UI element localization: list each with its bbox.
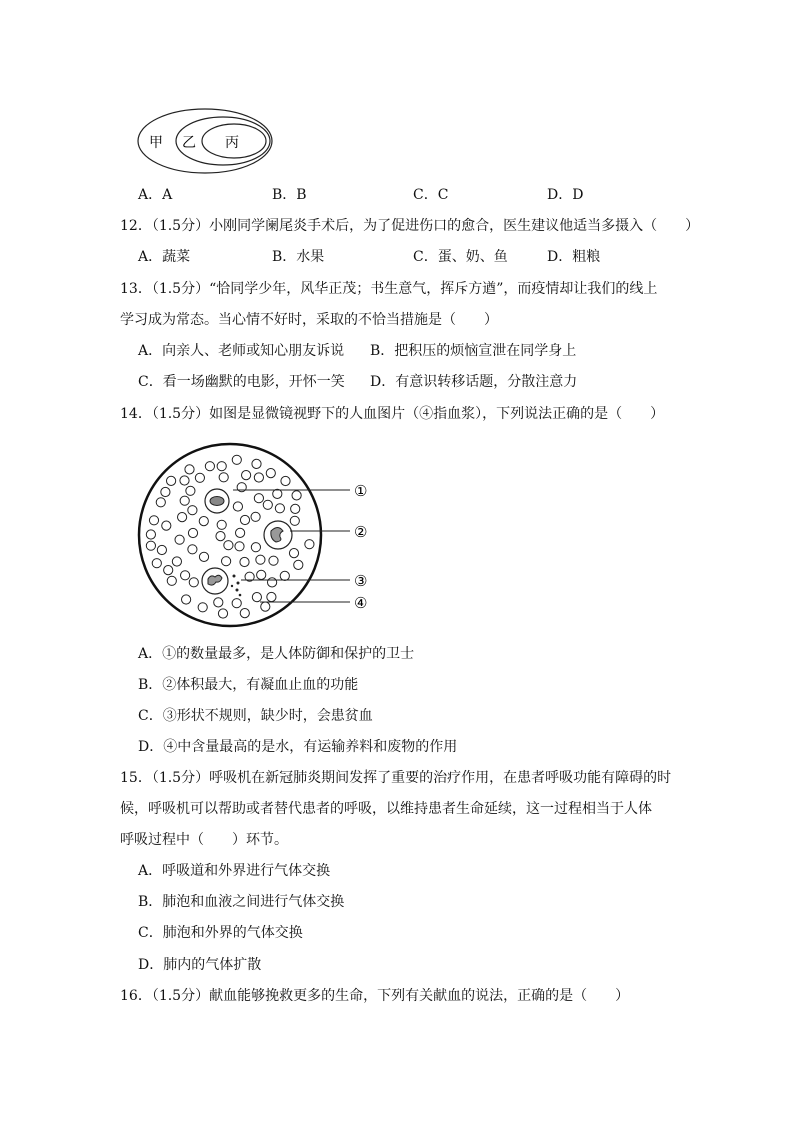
red-blood-cell: [188, 506, 197, 515]
red-blood-cell: [214, 598, 223, 607]
q13-stem-line2: 学习成为常态。当心情不好时，采取的不恰当措施是（ ）: [120, 312, 498, 328]
red-blood-cell: [252, 593, 261, 602]
red-blood-cell: [305, 540, 314, 549]
white-blood-cell-3: [202, 568, 228, 594]
red-blood-cell: [199, 517, 208, 526]
white-blood-cell-2: [264, 521, 292, 549]
red-blood-cell: [266, 469, 275, 478]
red-blood-cell: [257, 570, 266, 579]
label-3: ③: [354, 572, 368, 590]
red-blood-cell: [198, 603, 207, 612]
q15-stem-line1: 15．（1.5分）呼吸机在新冠肺炎期间发挥了重要的治疗作用，在患者呼吸功能有障碍的时: [120, 770, 672, 786]
red-blood-cell: [269, 556, 278, 565]
red-blood-cell: [232, 599, 241, 608]
label-1: ①: [354, 482, 368, 500]
red-blood-cell: [275, 504, 284, 513]
venn-label-outer: 甲: [149, 135, 163, 151]
red-blood-cell: [236, 528, 245, 537]
red-blood-cell: [217, 462, 226, 471]
q11-option-c: C．C: [413, 187, 449, 203]
label-2: ②: [354, 523, 368, 541]
q11-option-a: A．A: [138, 187, 173, 203]
q13-option-a: A．向亲人、老师或知心朋友诉说: [138, 343, 345, 359]
red-blood-cell: [217, 520, 226, 529]
white-blood-cell-1: [205, 489, 229, 513]
red-blood-cell: [146, 541, 155, 550]
q12-option-d: D．粗粮: [547, 249, 601, 265]
q13-option-d: D．有意识转移话题，分散注意力: [370, 374, 578, 390]
venn-label-inner: 丙: [225, 135, 239, 151]
red-blood-cell: [294, 560, 303, 569]
red-blood-cell: [290, 516, 299, 525]
q14-option-d: D．④中含量最高的是水，有运输养料和废物的作用: [138, 739, 458, 755]
red-blood-cell: [289, 549, 298, 558]
red-blood-cell: [224, 541, 233, 550]
q15-option-c: C．肺泡和外界的气体交换: [138, 925, 303, 941]
platelets: [231, 575, 241, 597]
red-blood-cell: [167, 576, 176, 585]
red-blood-cell: [240, 557, 249, 566]
red-blood-cell: [256, 555, 265, 564]
red-blood-cell: [182, 595, 191, 604]
red-blood-cell: [242, 471, 251, 480]
red-blood-cell: [152, 559, 161, 568]
red-blood-cell: [254, 494, 263, 503]
red-blood-cell: [156, 498, 165, 507]
q13-stem-line1: 13．（1.5分）“恰同学少年，风华正茂；书生意气，挥斥方遒”，而疫情却让我们的线上: [120, 281, 658, 297]
red-blood-cell: [185, 465, 194, 474]
venn-label-middle: 乙: [182, 135, 196, 151]
red-blood-cell: [280, 571, 289, 580]
red-blood-cell: [263, 500, 272, 509]
red-blood-cell: [254, 473, 263, 482]
red-blood-cell: [218, 609, 227, 618]
red-blood-cell: [240, 515, 249, 524]
red-blood-cell: [233, 502, 242, 511]
red-blood-cell: [146, 530, 155, 539]
q15-option-b: B．肺泡和血液之间进行气体交换: [138, 894, 345, 910]
red-blood-cell: [281, 476, 290, 485]
q15-option-d: D．肺内的气体扩散: [138, 957, 262, 973]
red-blood-cell: [172, 557, 181, 566]
q11-option-d: D．D: [547, 187, 584, 203]
blood-smear-diagram: [135, 435, 380, 635]
q11-option-b: B．B: [272, 187, 307, 203]
red-blood-cell: [273, 489, 282, 498]
q15-stem-line2: 候，呼吸机可以帮助或者替代患者的呼吸，以维持患者生命延续，这一过程相当于人体: [120, 801, 652, 817]
q14-stem: 14．（1.5分）如图是显微镜视野下的人血图片（④指血浆），下列说法正确的是（ ）: [120, 406, 665, 422]
q12-option-b: B．水果: [272, 249, 325, 265]
red-blood-cell: [178, 513, 187, 522]
red-blood-cell: [186, 486, 195, 495]
venn-diagram: [135, 106, 280, 176]
red-blood-cell: [205, 462, 214, 471]
field-of-view-circle: [139, 444, 321, 626]
red-blood-cell: [175, 535, 184, 544]
red-blood-cell: [252, 459, 261, 468]
q16-stem: 16．（1.5分）献血能够挽救更多的生命，下列有关献血的说法，正确的是（ ）: [120, 988, 630, 1004]
red-blood-cell: [240, 609, 249, 618]
red-blood-cell: [189, 578, 198, 587]
red-blood-cell: [164, 566, 173, 575]
q14-option-c: C．③形状不规则，缺少时，会患贫血: [138, 708, 373, 724]
red-blood-cell: [232, 455, 241, 464]
label-4: ④: [354, 594, 368, 612]
q13-option-b: B．把积压的烦恼宣泄在同学身上: [370, 343, 577, 359]
red-blood-cell: [261, 602, 270, 611]
red-blood-cell: [157, 545, 166, 554]
red-blood-cell: [199, 552, 208, 561]
q12-stem: 12．（1.5分）小刚同学阑尾炎手术后，为了促进伤口的愈合，医生建议他适当多摄入（ ）: [120, 218, 700, 234]
q13-option-c: C．看一场幽默的电影，开怀一笑: [138, 374, 345, 390]
red-blood-cell: [292, 491, 301, 500]
red-blood-cell: [180, 476, 189, 485]
red-blood-cell: [267, 592, 276, 601]
q14-option-b: B．②体积最大，有凝血止血的功能: [138, 677, 359, 693]
red-blood-cell: [291, 504, 300, 513]
q12-option-c: C．蛋、奶、鱼: [413, 249, 508, 265]
red-blood-cell: [180, 496, 189, 505]
red-blood-cell: [162, 521, 171, 530]
red-blood-cell: [161, 487, 170, 496]
red-blood-cell: [195, 473, 204, 482]
red-blood-cell: [222, 557, 231, 566]
q15-stem-line3: 呼吸过程中（ ）环节。: [120, 832, 288, 848]
red-blood-cell: [181, 571, 190, 580]
q14-option-a: A．①的数量最多，是人体防御和保护的卫士: [138, 646, 415, 662]
red-blood-cell: [188, 528, 197, 537]
red-blood-cell: [268, 578, 277, 587]
red-blood-cell: [235, 542, 244, 551]
red-blood-cell: [251, 512, 260, 521]
red-blood-cell: [216, 532, 225, 541]
red-blood-cell: [167, 476, 176, 485]
q12-option-a: A．蔬菜: [138, 249, 191, 265]
q15-option-a: A．呼吸道和外界进行气体交换: [138, 863, 331, 879]
red-blood-cell: [251, 543, 260, 552]
red-blood-cell: [219, 473, 228, 482]
red-blood-cell: [188, 545, 197, 554]
red-blood-cell: [149, 516, 158, 525]
